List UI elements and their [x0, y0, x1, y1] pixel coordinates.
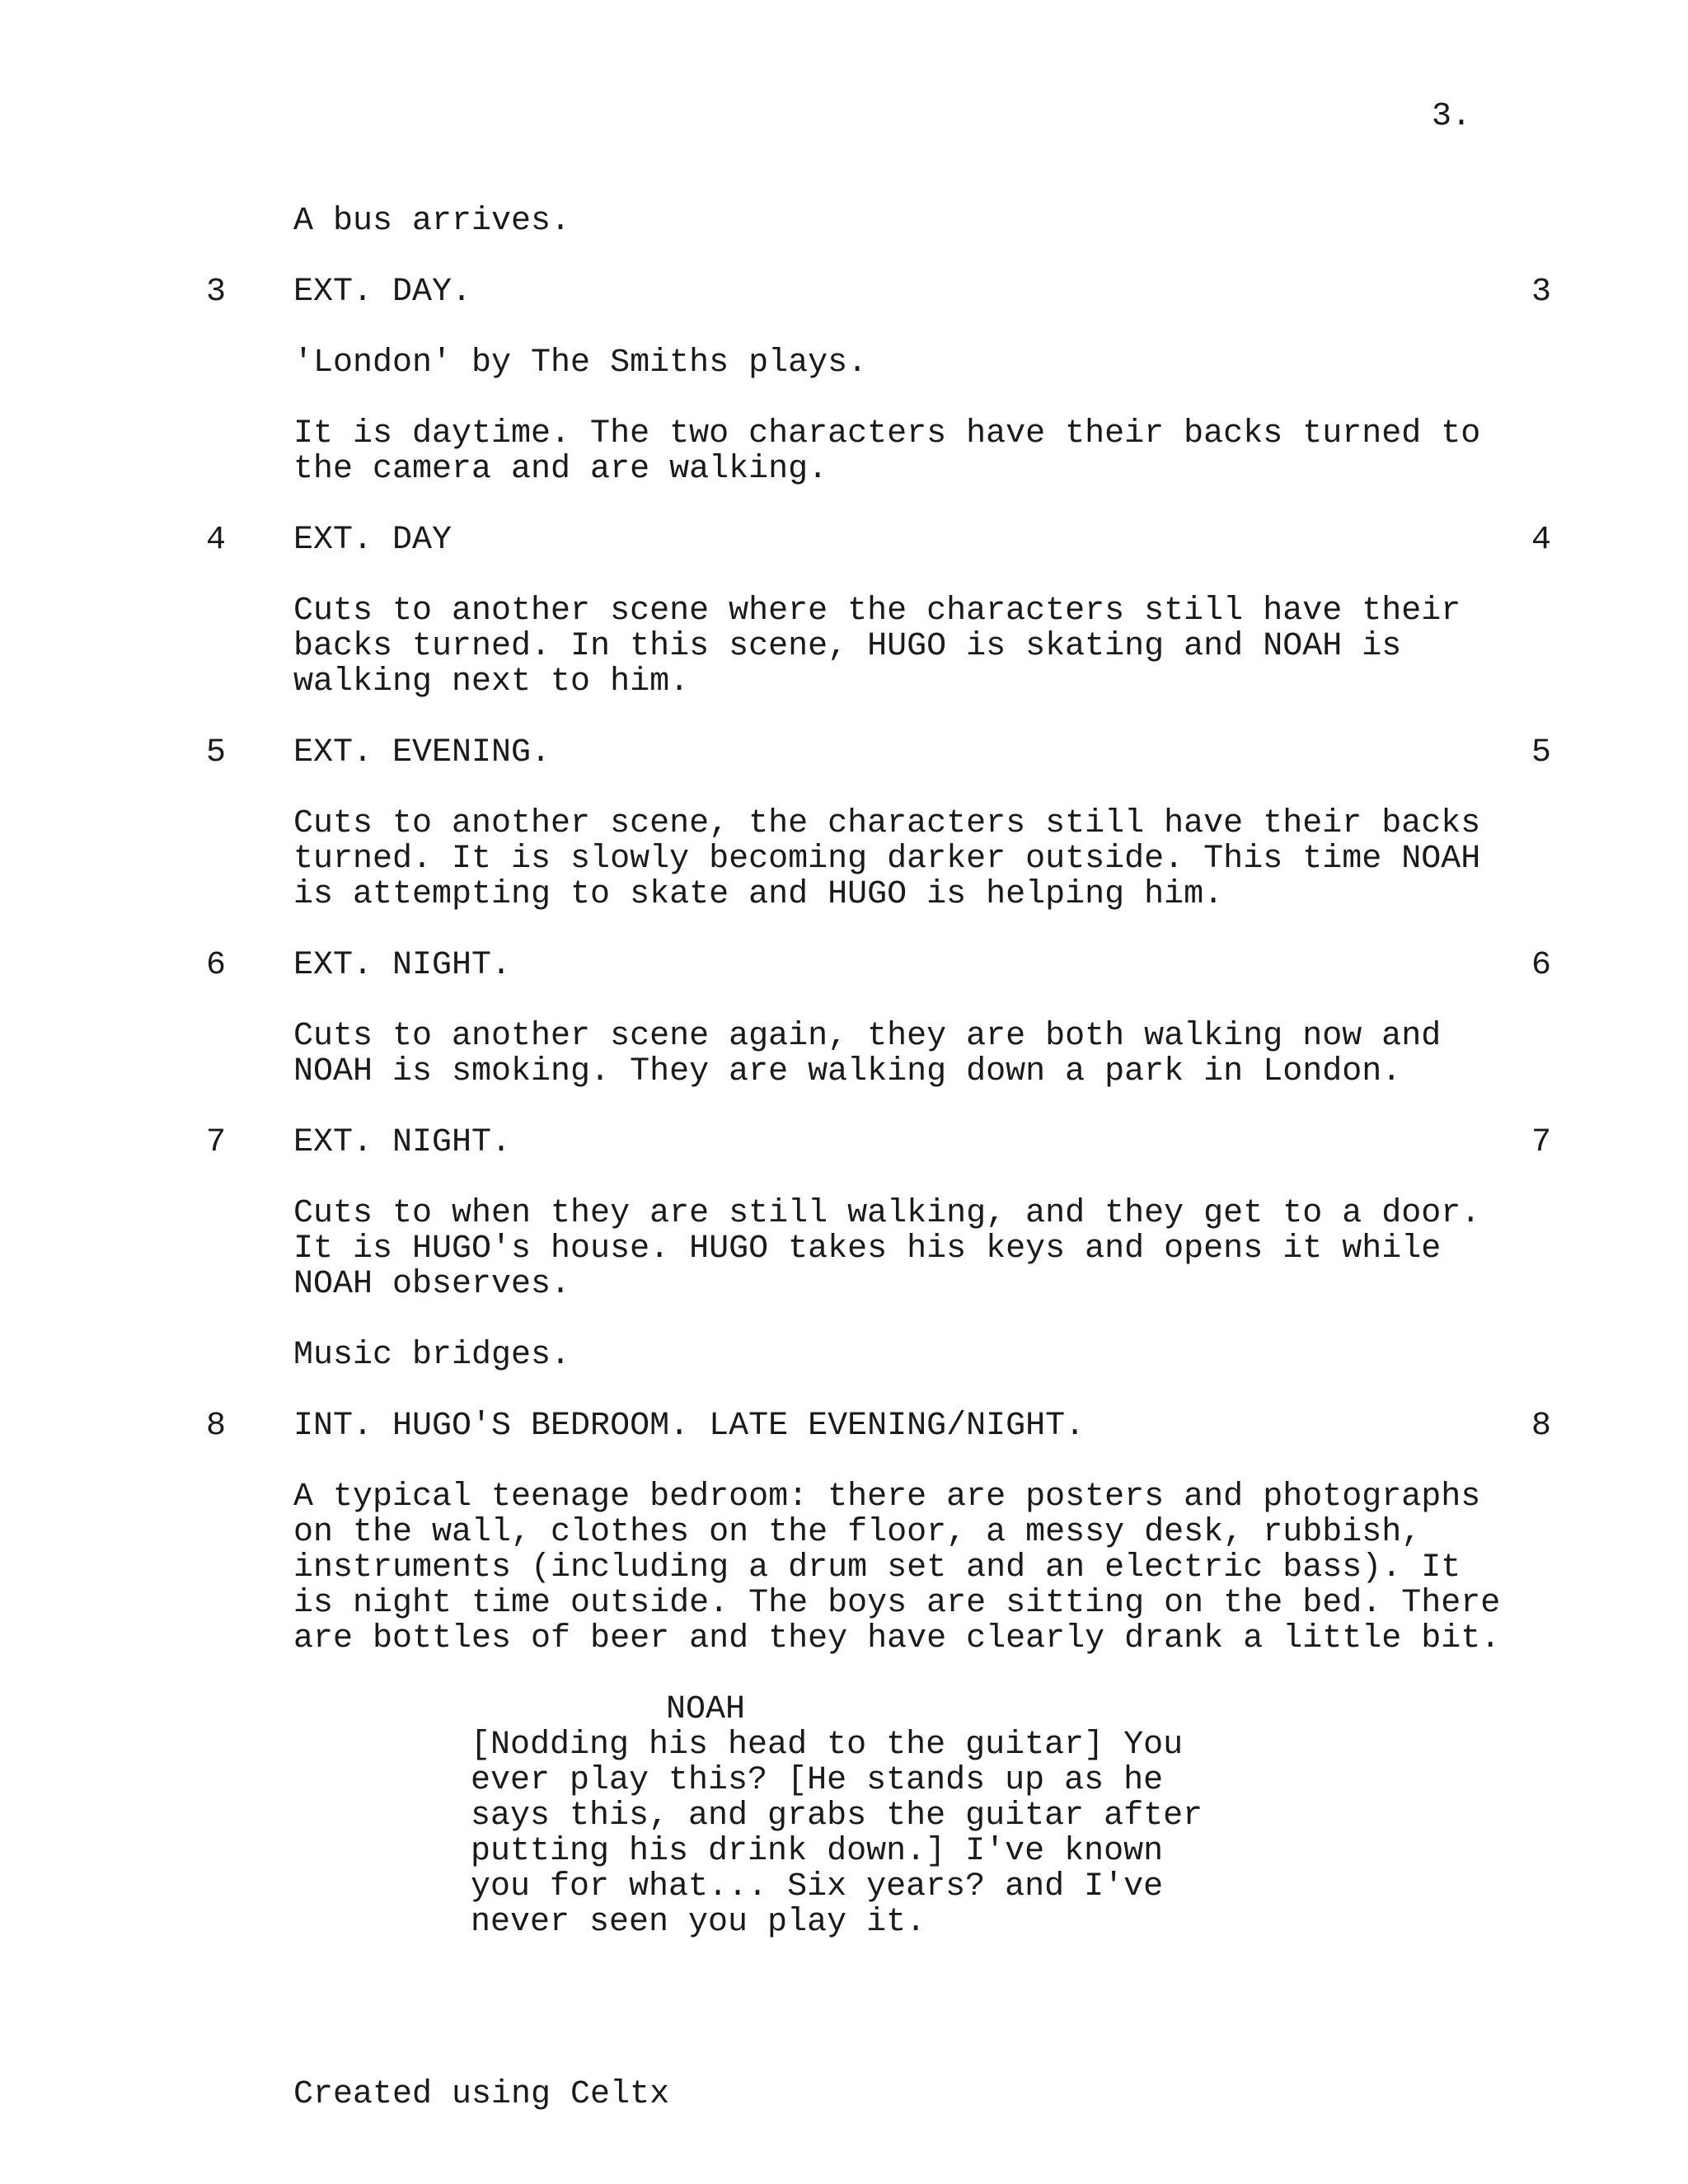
- scene-number-right-6: 6: [1531, 947, 1552, 984]
- scene-heading-5: EXT. EVENING.: [293, 734, 551, 771]
- action-london-plays: 'London' by The Smiths plays.: [293, 344, 868, 382]
- action-door: Cuts to when they are still walking, and they get to a door. It is HUGO's house. HUGO takes his keys and opens it while NOAH observes.: [293, 1195, 1481, 1303]
- dialogue-noah: [Nodding his head to the guitar] You ever play this? [He stands up as he says this, and grabs the guitar after putting his drink down.] I've known you for what... Six years? and I've never seen you play it.: [471, 1727, 1203, 1941]
- action-bedroom: A typical teenage bedroom: there are posters and photographs on the wall, clothes on the floor, a messy desk, rubbish, instruments (including a drum set and an electric bass). It is night time outside. The boys are sitting on the bed. There are bottles of beer and they have clearly drank a little bit.: [293, 1479, 1501, 1657]
- scene-heading-8: INT. HUGO'S BEDROOM. LATE EVENING/NIGHT.: [293, 1408, 1085, 1445]
- scene-number-right-8: 8: [1531, 1408, 1552, 1445]
- action-bus-arrives: A bus arrives.: [293, 203, 571, 240]
- action-skating: Cuts to another scene where the characters still have their backs turned. In this scene, HUGO is skating and NOAH is walking next to him.: [293, 593, 1461, 701]
- scene-heading-7: EXT. NIGHT.: [293, 1124, 512, 1161]
- scene-number-left-8: 8: [206, 1408, 227, 1445]
- scene-number-left-3: 3: [206, 274, 227, 311]
- scene-number-right-3: 3: [1531, 274, 1552, 311]
- action-music-bridges: Music bridges.: [293, 1337, 571, 1374]
- scene-heading-6: EXT. NIGHT.: [293, 947, 512, 984]
- action-daytime: It is daytime. The two characters have their backs turned to the camera and are walking.: [293, 415, 1481, 488]
- scene-number-left-5: 5: [206, 734, 227, 771]
- character-cue-noah: NOAH: [666, 1691, 746, 1728]
- scene-number-right-7: 7: [1531, 1124, 1552, 1161]
- action-smoking: Cuts to another scene again, they are both walking now and NOAH is smoking. They are walking down a park in London.: [293, 1018, 1442, 1090]
- page-number: 3.: [1432, 98, 1472, 135]
- scene-number-right-4: 4: [1531, 522, 1552, 559]
- scene-number-left-4: 4: [206, 522, 227, 559]
- scene-number-left-7: 7: [206, 1124, 227, 1161]
- action-darker: Cuts to another scene, the characters still have their backs turned. It is slowly becoming darker outside. This time NOAH is attempting to skate and HUGO is helping him.: [293, 805, 1481, 913]
- scene-heading-4: EXT. DAY: [293, 522, 452, 559]
- scene-number-left-6: 6: [206, 947, 227, 984]
- footer-credit: Created using Celtx: [293, 2076, 670, 2113]
- scene-heading-3: EXT. DAY.: [293, 274, 472, 311]
- scene-number-right-5: 5: [1531, 734, 1552, 771]
